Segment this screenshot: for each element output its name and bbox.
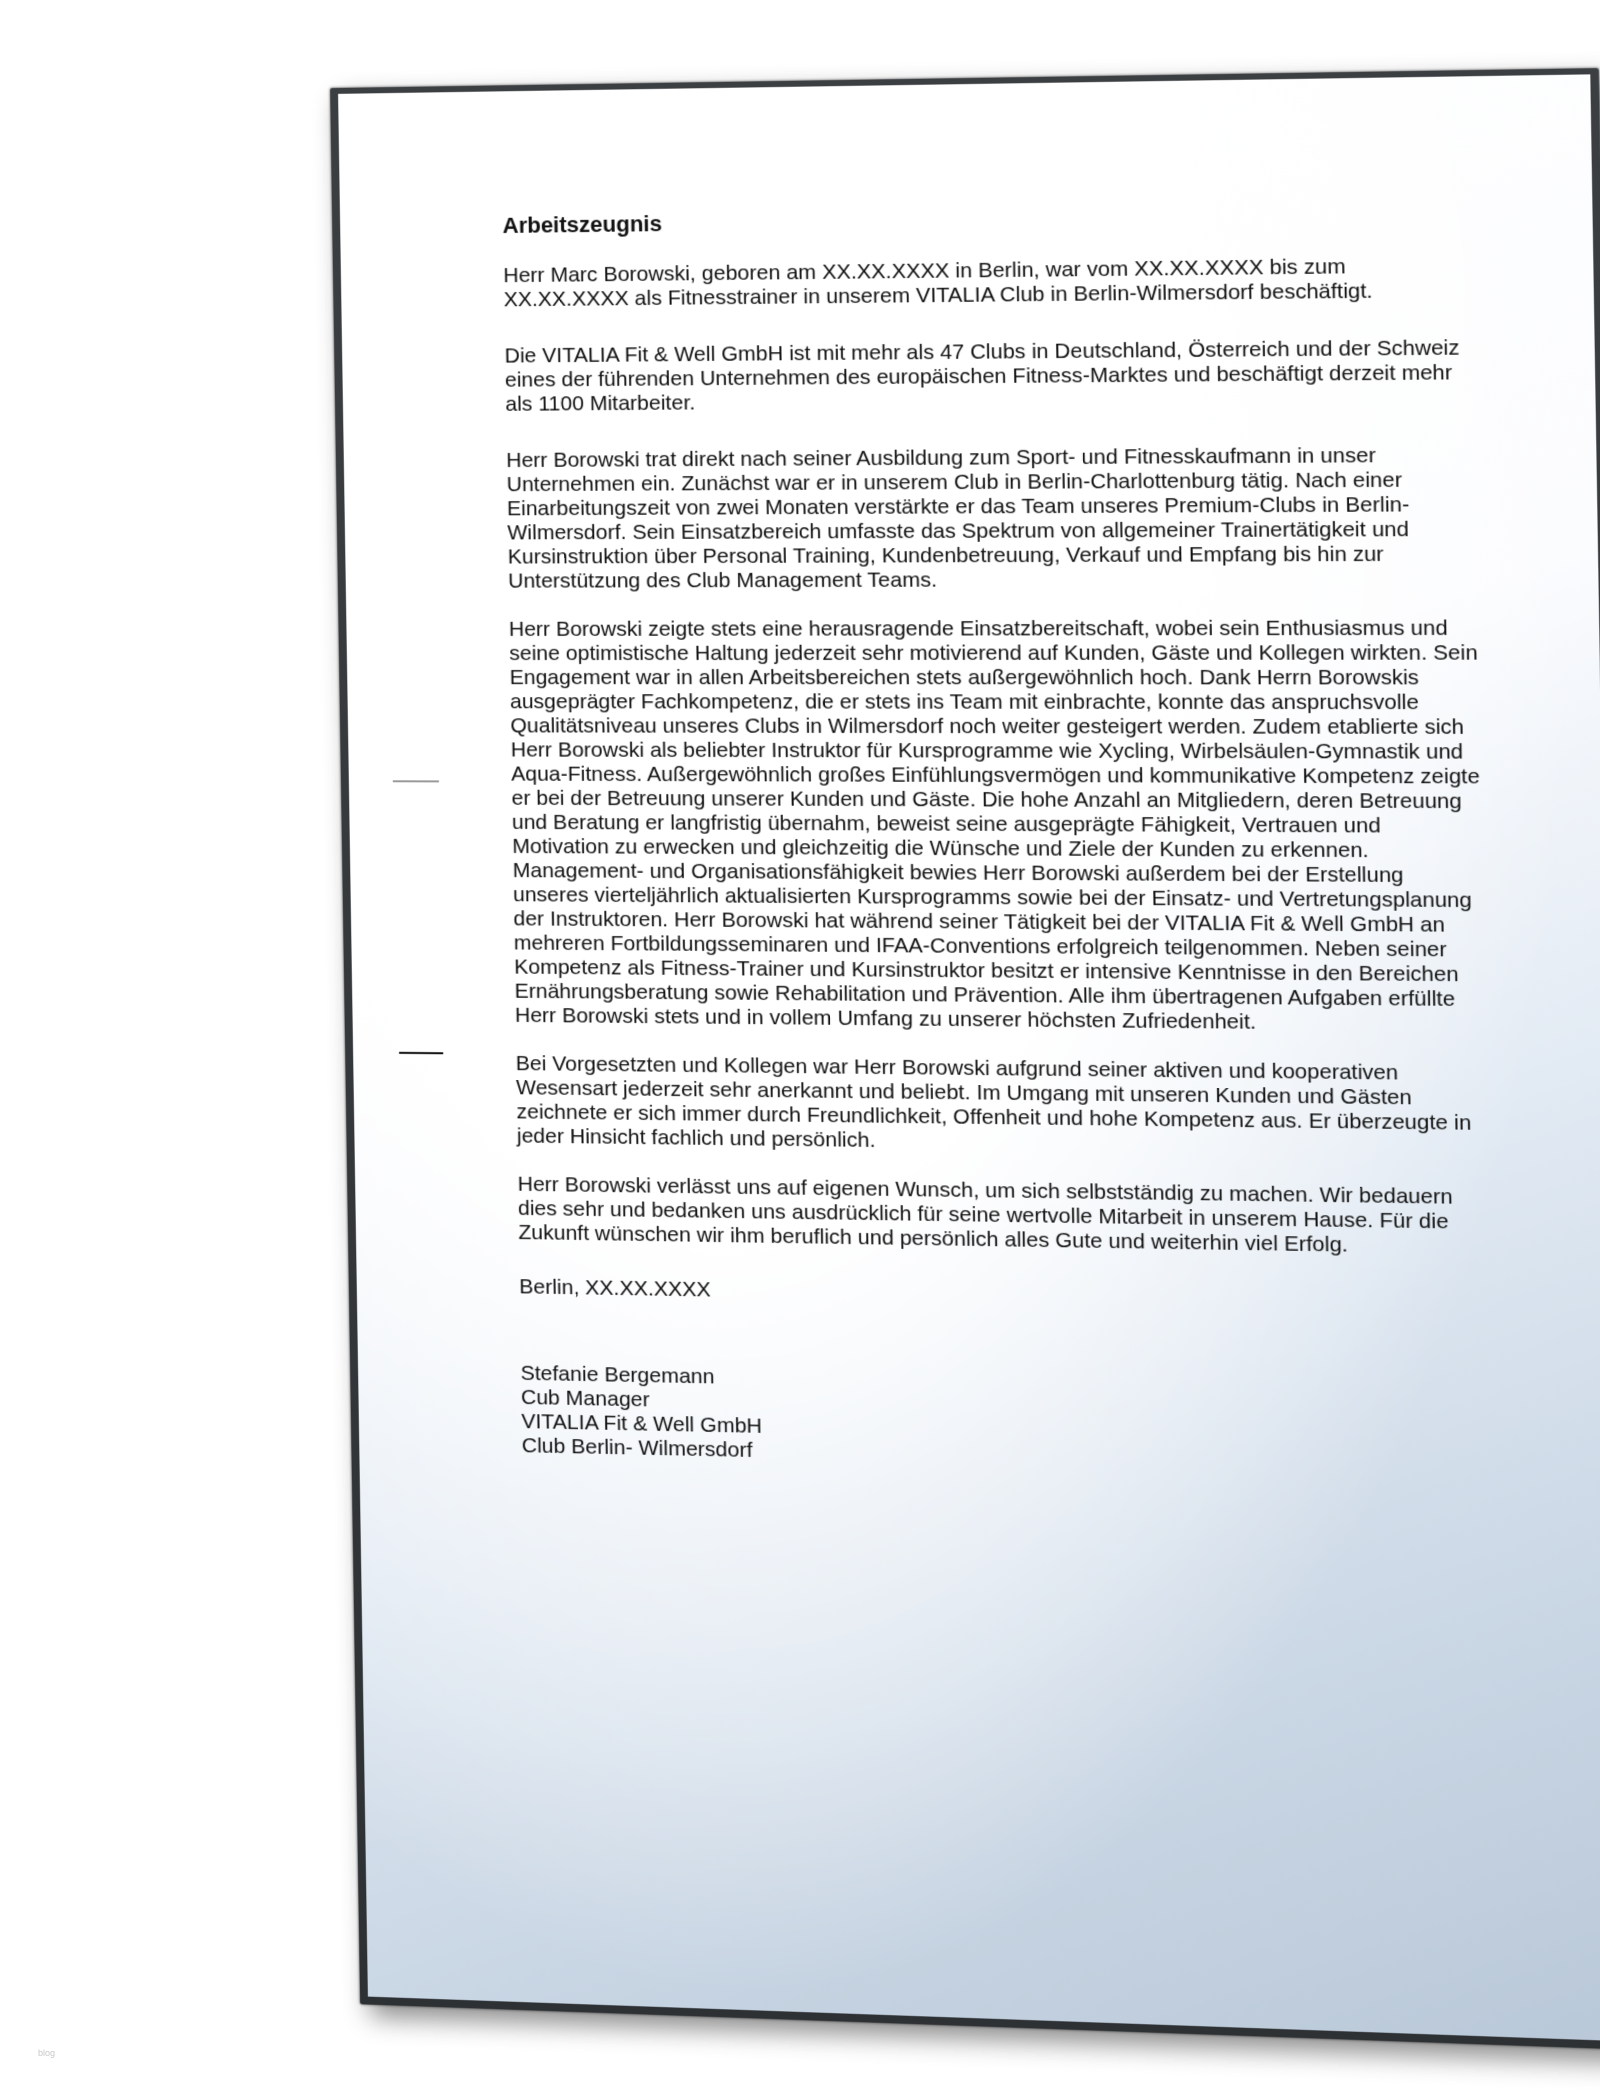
document-title: Arbeitszeugnis <box>502 210 663 239</box>
place-date: Berlin, XX.XX.XXXX <box>519 1275 711 1302</box>
paragraph-company: Die VITALIA Fit & Well GmbH ist mit mehr als 47 Clubs in Deutschland, Österreich und der Schweiz eines der führenden Unternehmen des europäischen Fitness-Marktes und beschäftigt derzeit mehr als 1100 Mitarbeiter. <box>504 336 1460 416</box>
paragraph-performance: Herr Borowski zeigte stets eine herausragende Einsatzbereitschaft, wobei sein Enthusiasmus und seine optimistische Haltung jederzeit sehr motivierend auf Kunden, Gäste und Kollegen wirkten. Sein Engagement war in allen Arbeitsbereichen stets außergewöhnlich hoch. Dank Herrn Borowskis ausgeprägter Fachkompetenz, die er stets ins Team mit einbrachte, konnte das anspruchsvolle Qualitätsniveau unseres Clubs in Wilmersdorf noch weiter gesteigert werden. Zudem etablierte sich Herr Borowski als beliebter Instruktor für Kursprogramme wie Xycling, Wirbelsäulen-Gymnastik und Aqua-Fitness. Außergewöhnlich großes Einfühlungsvermögen und kommunikative Kompetenz zeigte er bei der Betreuung unserer Kunden und Gäste. Die hohe Anzahl an Mitgliedern, deren Betreuung und Beratung er langfristig übernahm, beweist seine ausgeprägte Fähigkeit, Vertrauen und Motivation zu erwecken und gleichzeitig die Wünsche und Ziele der Kunden zu erkennen. Management- und Organisationsfähigkeit bewies Herr Borowski außerdem bei der Erstellung unseres vierteljährlich aktualisierten Kursprogramms sowie bei der Einsatz- und Vertretungsplanung der Instruktoren. Herr Borowski hat während seiner Tätigkeit bei der VITALIA Fit & Well GmbH an mehreren Fortbildungsseminaren und IFAA-Conventions erfolgreich teilgenommen. Neben seiner Kompetenz als Fitness-Trainer und Kursinstruktor besitzt er intensive Kenntnisse in den Bereichen Ernährungsberatung sowie Rehabilitation und Prävention. Alle ihm übertragenen Aufgaben erfüllte Herr Borowski stets und in vollem Umfang zu unserer höchsten Zufriedenheit. <box>508 616 1480 1034</box>
document-page <box>330 68 1600 2050</box>
paragraph-intro: Herr Marc Borowski, geboren am XX.XX.XXXX in Berlin, war vom XX.XX.XXXX bis zum XX.XX.XXXX als Fitnesstrainer in unserem VITALIA Club in Berlin-Wilmersdorf beschäftigt. <box>503 254 1373 312</box>
fold-mark-top <box>393 780 439 782</box>
signature-company: VITALIA Fit & Well GmbH <box>521 1409 763 1438</box>
signature-name: Stefanie Bergemann <box>520 1361 715 1389</box>
fold-mark-bottom <box>399 1052 443 1054</box>
paragraph-closing: Herr Borowski verlässt uns auf eigenen Wunsch, um sich selbstständig zu machen. Wir bedauern dies sehr und bedanken uns ausdrücklich für seine wertvolle Mitarbeit in unserem Hause. Für die Zukunft wünschen wir ihm beruflich und persönlich alles Gute und weiterhin viel Erfolg. <box>517 1172 1453 1257</box>
signature-location: Club Berlin- Wilmersdorf <box>521 1434 753 1463</box>
watermark: blog <box>38 2048 56 2058</box>
signature-role: Cub Manager <box>520 1385 650 1412</box>
page-sheet <box>338 74 1600 2041</box>
signature-block <box>520 1362 1493 1479</box>
paragraph-career: Herr Borowski trat direkt nach seiner Ausbildung zum Sport- und Fitnesskaufmann in unser Unternehmen ein. Zunächst war er in unserem Club in Berlin-Charlottenburg tätig. Nach einer Einarbeitungszeit von zwei Monaten verstärkte er das Team unseres Premium-Clubs in Berlin-Wilmersdorf. Sein Einsatzbereich umfasste das Spektrum von allgemeiner Trainertätigkeit und Kursinstruktion über Personal Training, Kundenbetreuung, Verkauf und Empfang bis hin zur Unterstützung des Club Management Teams. <box>506 443 1410 593</box>
paragraph-conduct: Bei Vorgesetzten und Kollegen war Herr Borowski aufgrund seiner aktiven und kooperativen Wesensart jederzeit sehr anerkannt und beliebt. Im Umgang mit unseren Kunden und Gästen zeichnete er sich immer durch Freundlichkeit, Offenheit und hohe Kompetenz aus. Er überzeugte in jeder Hinsicht fachlich und persönlich. <box>515 1051 1472 1153</box>
letter-content <box>502 202 1494 1479</box>
